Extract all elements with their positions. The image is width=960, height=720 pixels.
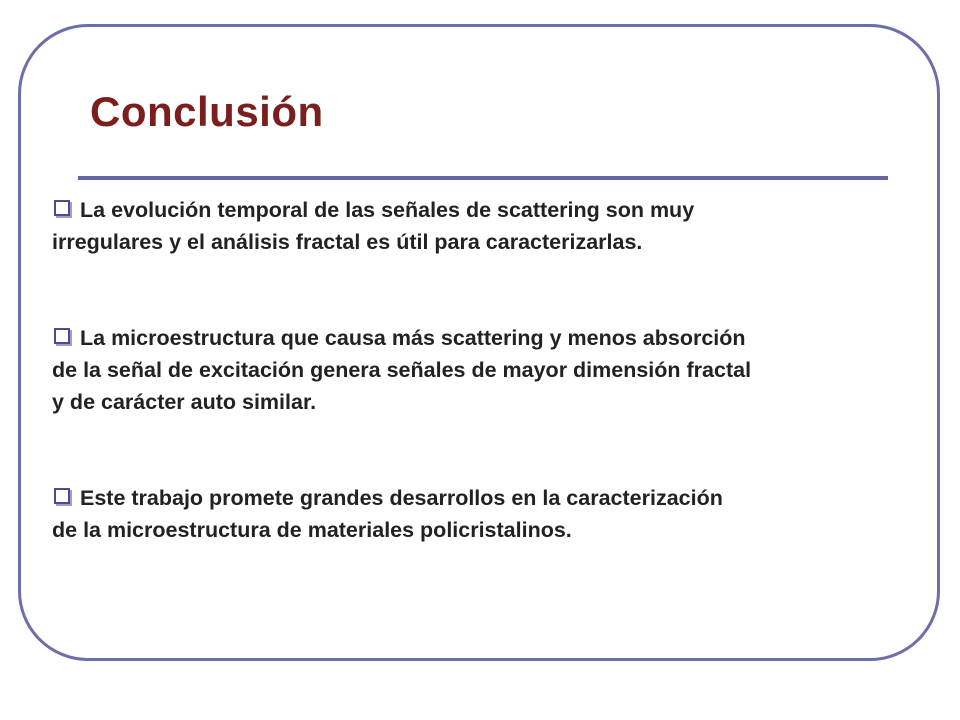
bullet-2-line-3: y de carácter auto similar.	[52, 390, 317, 414]
bullet-2-line-1	[52, 322, 932, 354]
title-divider	[78, 176, 888, 180]
bullet-1-line-1	[52, 194, 932, 226]
checkbox-square-icon	[54, 200, 70, 216]
slide-title: Conclusión	[90, 88, 324, 135]
bullet-3-text-1: Este trabajo promete grandes desarrollos en la caracterización	[80, 486, 723, 510]
bullet-3-line-1	[52, 482, 932, 514]
bullet-1-line-2: irregulares y el análisis fractal es útil para caracterizarlas.	[52, 230, 643, 254]
bullet-item-2	[52, 322, 932, 418]
checkbox-square-icon	[54, 488, 70, 504]
bullet-item-1	[52, 194, 932, 258]
bullet-3-line-2: de la microestructura de materiales policristalinos.	[52, 518, 572, 542]
bullet-2-text-1: La microestructura que causa más scattering y menos absorción	[80, 326, 746, 350]
bullet-item-3	[52, 482, 932, 546]
checkbox-square-icon	[54, 328, 70, 344]
bullet-1-text-1: La evolución temporal de las señales de scattering son muy	[80, 198, 695, 222]
bullet-2-line-2: de la señal de excitación genera señales de mayor dimensión fractal	[52, 358, 752, 382]
